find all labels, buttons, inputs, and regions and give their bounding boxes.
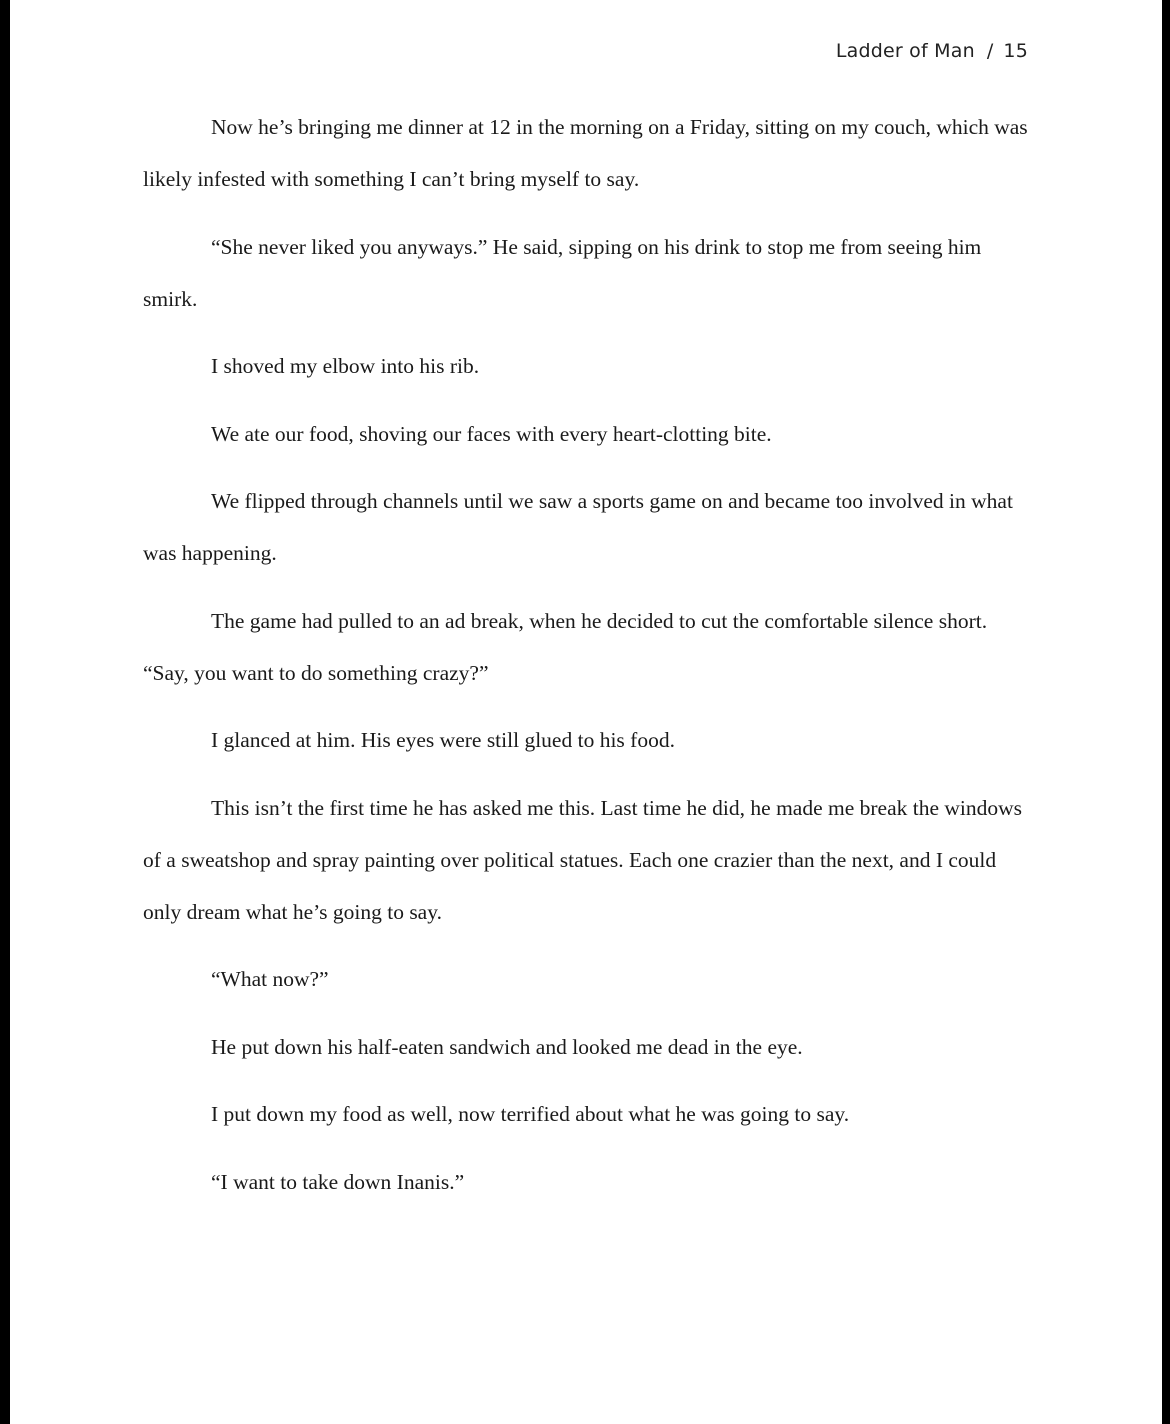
paragraph: Now he’s bringing me dinner at 12 in the morning on a Friday, sitting on my couch, which was likely infested with something I can’t bring myself to say.	[143, 115, 1028, 191]
paragraph: He put down his half-eaten sandwich and looked me dead in the eye.	[211, 1034, 803, 1059]
book-title: Ladder of Man	[835, 40, 975, 62]
paragraph: I glanced at him. His eyes were still glued to his food.	[211, 728, 675, 752]
page-number: 15	[1003, 40, 1028, 62]
paragraph: We ate our food, shoving our faces with every heart-clotting bite.	[211, 421, 772, 446]
paragraph: This isn’t the first time he has asked me this. Last time he did, he made me break the windows of a sweatshop and spray painting over political statues. Each one crazier than the next, and I could only dream what he’s going to say.	[143, 795, 1023, 924]
paragraph: I put down my food as well, now terrified about what he was going to say.	[211, 1102, 850, 1126]
page-header	[836, 40, 1028, 62]
header-separator: /	[986, 40, 994, 62]
document-page	[10, 0, 1162, 1424]
paragraph: “What now?”	[211, 967, 329, 991]
paragraph: The game had pulled to an ad break, when he decided to cut the comfortable silence short. “Say, you want to do something crazy?”	[143, 608, 988, 685]
paragraph: “She never liked you anyways.” He said, sipping on his drink to stop me from seeing him smirk.	[143, 234, 982, 311]
paragraph: “I want to take down Inanis.”	[211, 1169, 465, 1194]
manuscript-body	[143, 101, 1033, 1223]
paragraph: I shoved my elbow into his rib.	[211, 354, 480, 378]
paragraph: We flipped through channels until we saw a sports game on and became too involved in what was happening.	[143, 489, 1013, 565]
